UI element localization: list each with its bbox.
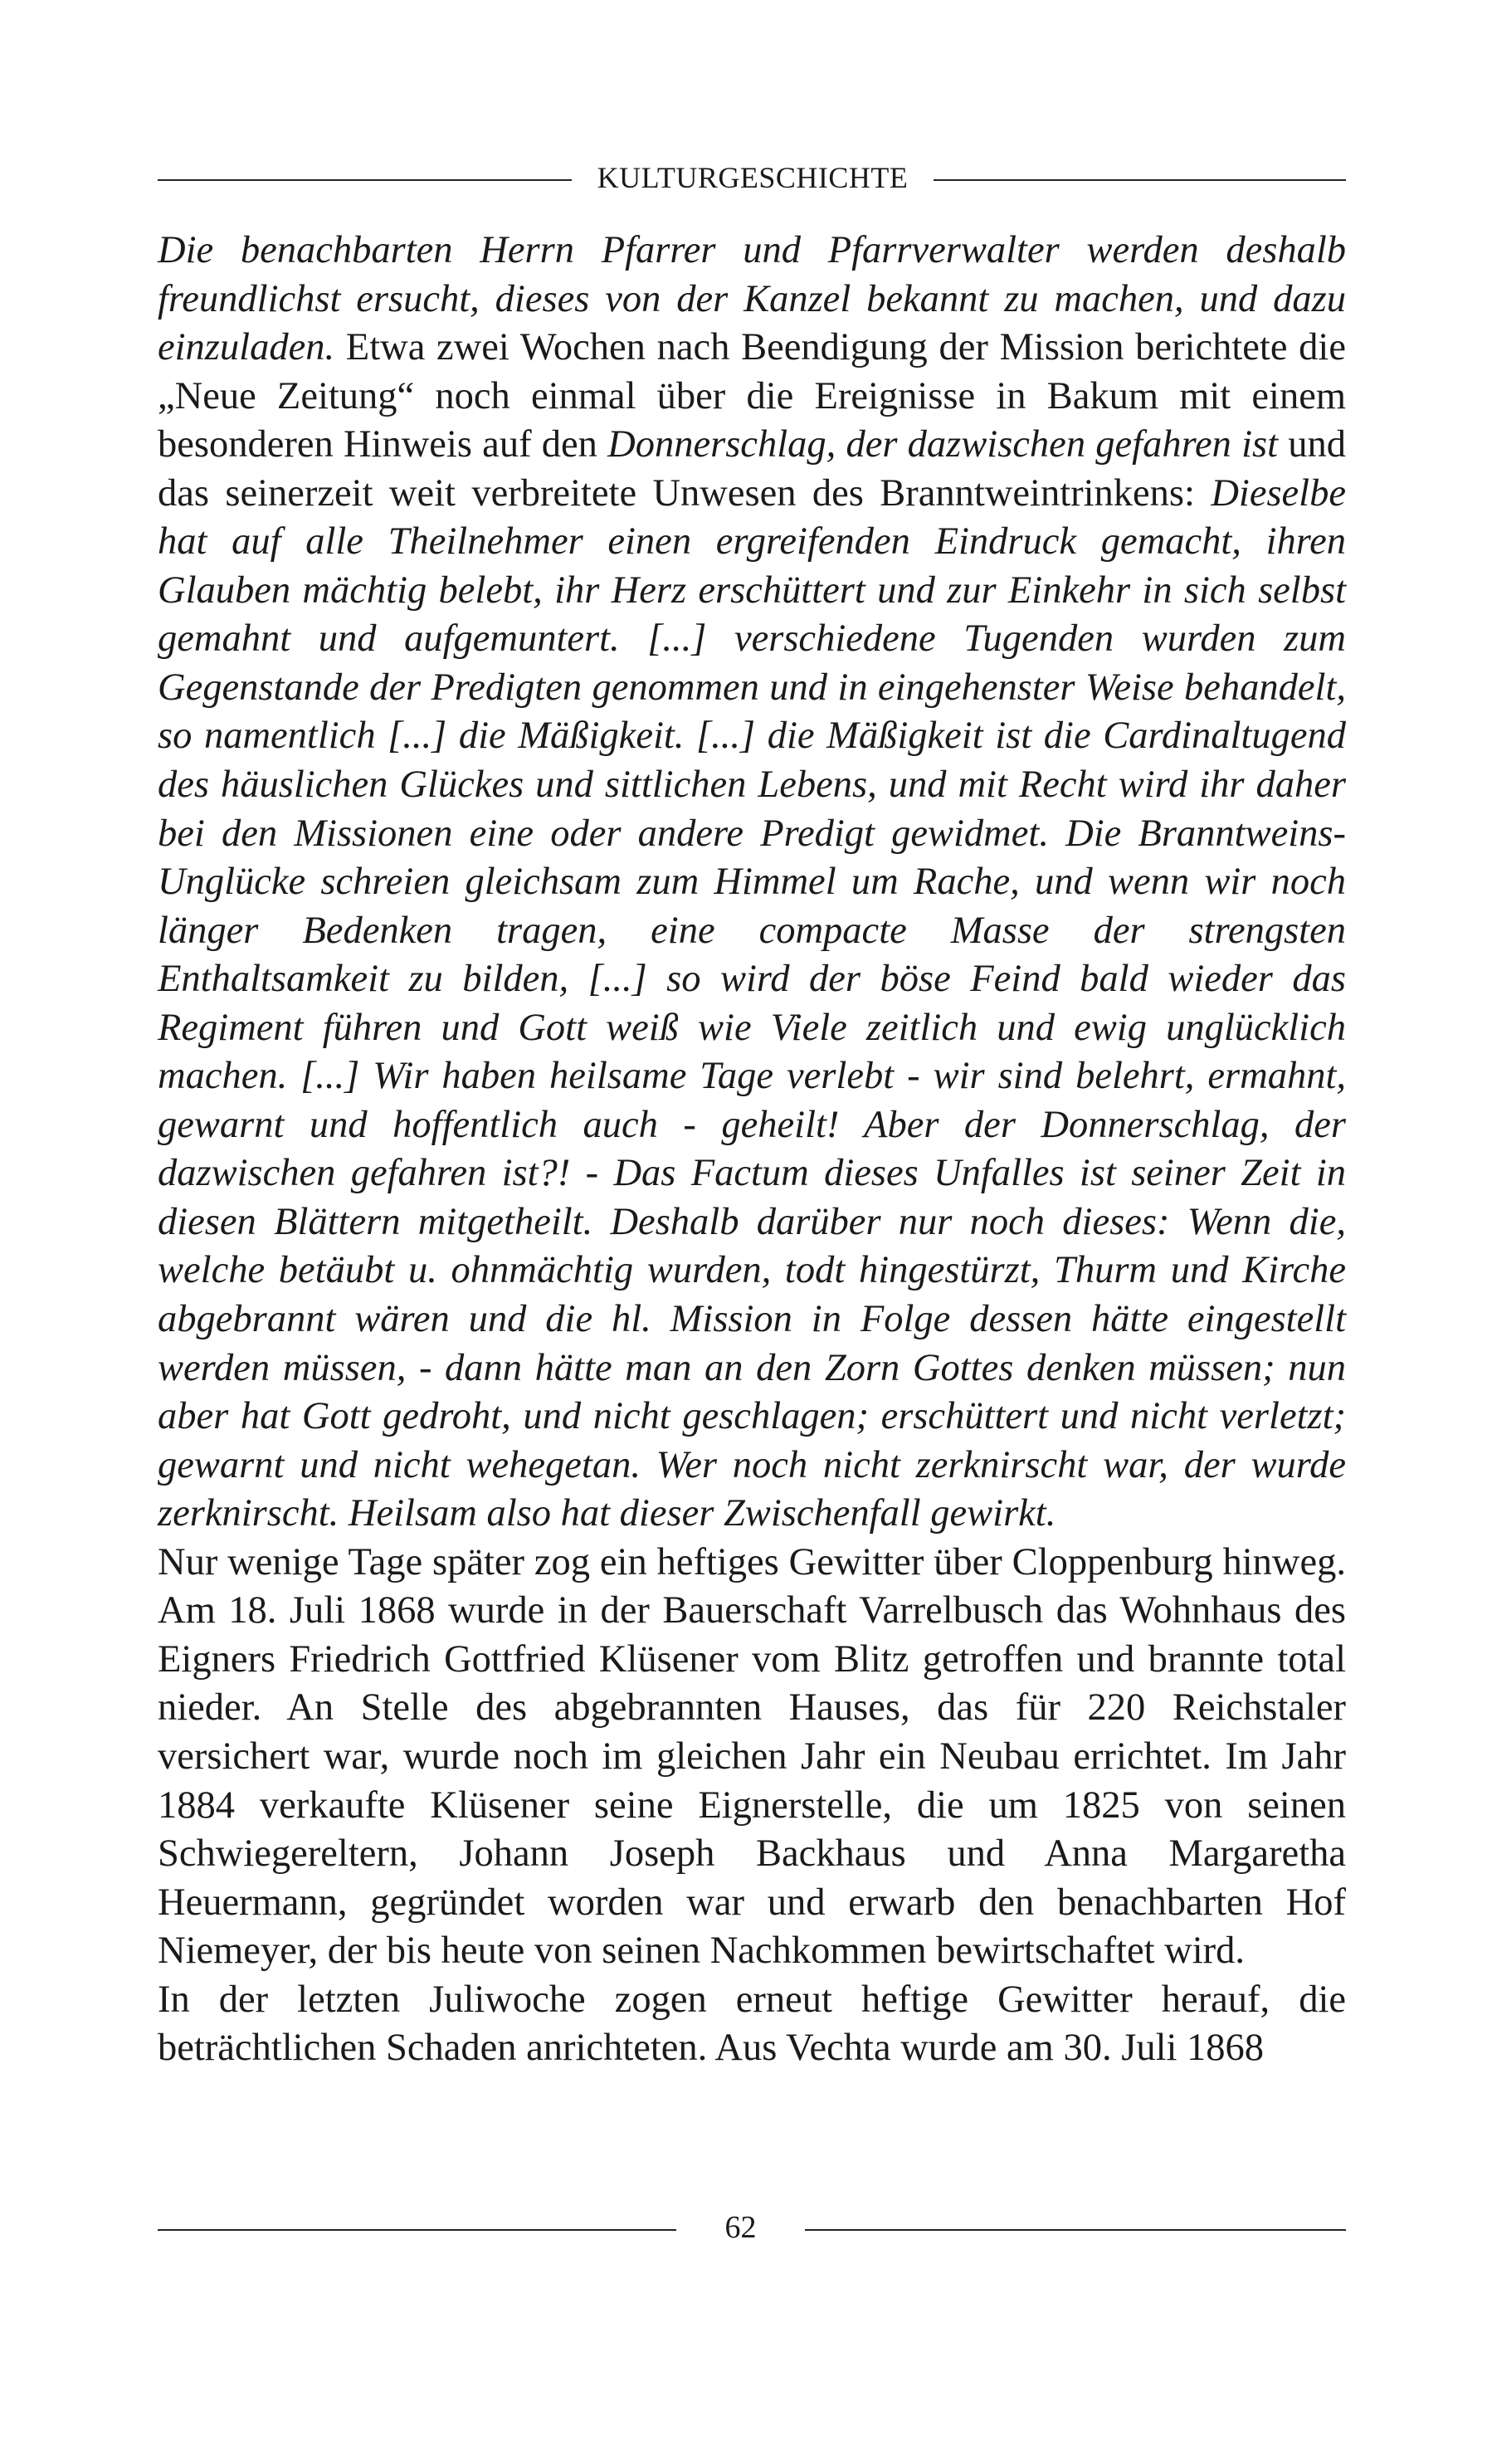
- quote-invitation: Die benachbarten Herrn Pfarrer und Pfarrverwalter werden deshalb freundlichst ersucht, dieses von der Kanzel bekannt zu machen, und dazu einzuladen.: [158, 229, 1346, 369]
- header-rule-left: [158, 179, 572, 181]
- page-number: 62: [724, 2210, 757, 2245]
- running-header: [158, 148, 1346, 206]
- header-rule-right: [934, 179, 1346, 181]
- quote-donnerschlag: Donnerschlag, der dazwischen gefahren ist: [607, 423, 1279, 466]
- paragraph-1-text-b: und das seinerzeit weit verbreitete Unwesen des Branntweintrinkens:: [158, 423, 1346, 515]
- running-header-title: KULTURGESCHICHTE: [597, 161, 909, 194]
- page-footer: [158, 2199, 1346, 2257]
- body-text: [158, 227, 1346, 2073]
- paragraph-3: In der letzten Juliwoche zogen erneut heftige Gewitter herauf, die beträchtlichen Schaden anrichteten. Aus Vechta wurde am 30. Juli 1868: [158, 1978, 1346, 2070]
- footer-rule-right: [805, 2229, 1346, 2231]
- paragraph-1-text-a: Etwa zwei Wochen nach Beendigung der Mission berichtete die „Neue Zeitung“ noch einmal über die Ereignisse in Bakum mit einem besonderen Hinweis auf den: [158, 326, 1346, 466]
- quote-neue-zeitung: Dieselbe hat auf alle Theilnehmer einen ergreifenden Eindruck gemacht, ihren Glauben mächtig belebt, ihr Herz erschüttert und zur Einkehr in sich selbst gemahnt und aufgemuntert. [...] verschiedene Tugenden wurden zum Gegenstande der Predigten genommen und in eingehenster Weise behandelt, so namentlich [...] die Mäßigkeit. [...] die Mäßigkeit ist die Cardinaltugend des häuslichen Glückes und sittlichen Lebens, und mit Recht wird ihr daher bei den Missionen eine oder andere Predigt gewidmet. Die Branntweins-Unglücke schreien gleichsam zum Himmel um Rache, und wenn wir noch länger Bedenken tragen, eine compacte Masse der strengsten Enthaltsamkeit zu bilden, [...] so wird der böse Feind bald wieder das Regiment führen und Gott weiß wie Viele zeitlich und ewig unglücklich machen. [...] Wir haben heilsame Tage verlebt - wir sind belehrt, ermahnt, gewarnt und hoffentlich auch - geheilt! Aber der Donnerschlag, der dazwischen gefahren ist?! - Das Factum dieses Unfalles ist seiner Zeit in diesen Blättern mitgetheilt. Deshalb darüber nur noch dieses: Wenn die, welche betäubt u. ohnmächtig wurden, todt hingestürzt, Thurm und Kirche abgebrannt wären und die hl. Mission in Folge dessen hätte eingestellt werden müssen, - dann hätte man an den Zorn Gottes denken müssen; nun aber hat Gott gedroht, und nicht geschlagen; erschüttert und nicht verletzt; gewarnt und nicht wehegetan. Wer noch nicht zerknirscht war, der wurde zerknirscht. Heilsam also hat dieser Zwischenfall gewirkt.: [158, 471, 1346, 1535]
- footer-rule-left: [158, 2229, 676, 2231]
- paragraph-1: [158, 227, 1346, 1539]
- paragraph-2: Nur wenige Tage später zog ein heftiges Gewitter über Cloppenburg hinweg. Am 18. Juli 1868 wurde in der Bauerschaft Varrelbusch das Wohnhaus des Eigners Friedrich Gottfried Klüsener vom Blitz getroffen und brannte total nieder. An Stelle des abgebrannten Hauses, das für 220 Reichstaler versichert war, wurde noch im gleichen Jahr ein Neubau errichtet. Im Jahr 1884 verkaufte Klüsener seine Eignerstelle, die um 1825 von seinen Schwiegereltern, Johann Joseph Backhaus und Anna Margaretha Heuermann, gegründet worden war und erwarb den benachbarten Hof Niemeyer, der bis heute von seinen Nachkommen bewirtschaftet wird.: [158, 1540, 1346, 1973]
- book-page: [158, 148, 1346, 2413]
